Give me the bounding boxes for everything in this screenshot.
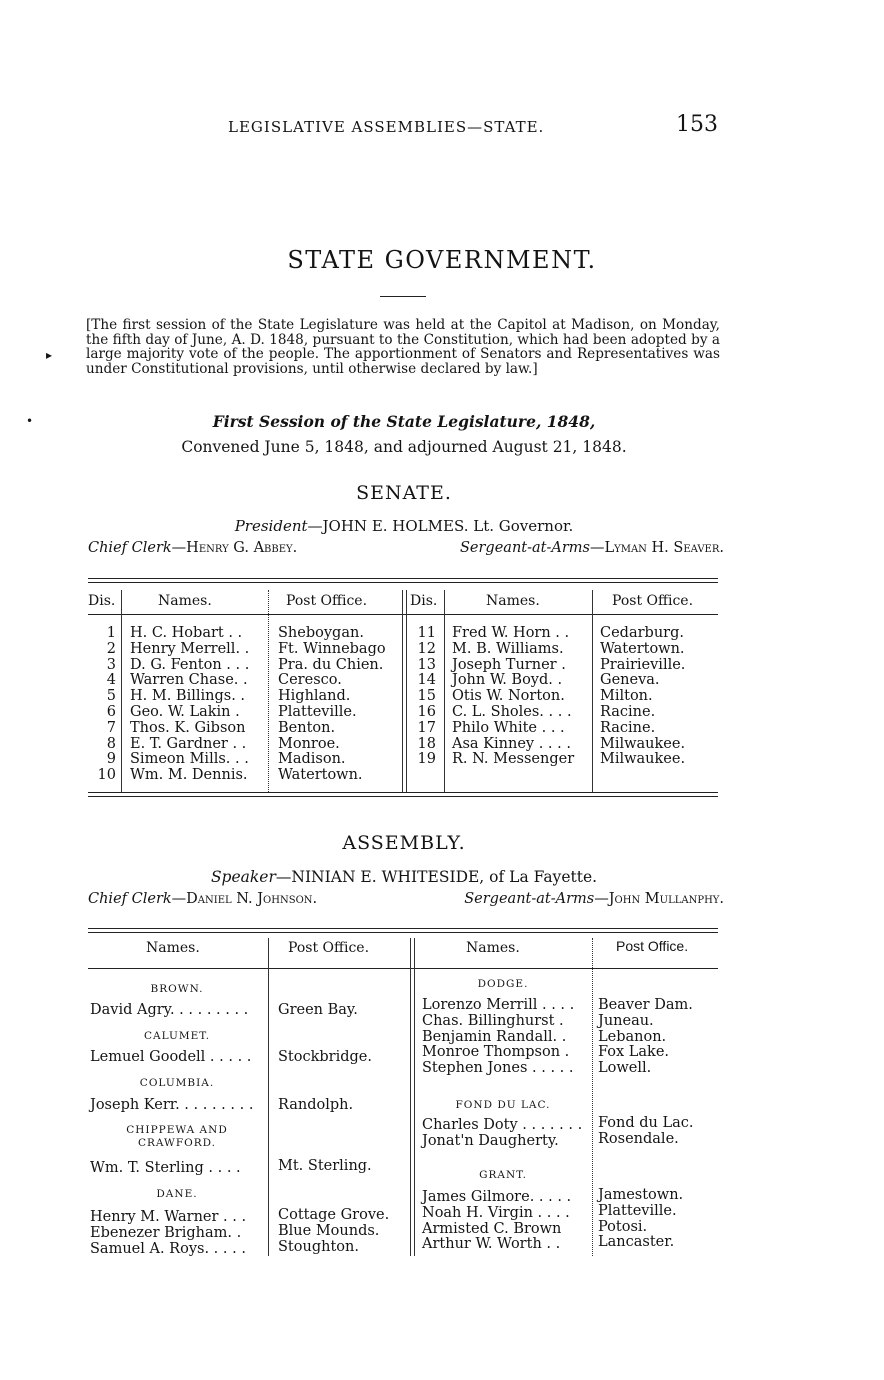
senate-table-top-rule: [88, 578, 718, 583]
senate-dis: 4: [106, 672, 116, 689]
senator-post-office: Prairieville.: [600, 656, 686, 673]
assembly-member-post-office: Blue Mounds.: [278, 1222, 380, 1239]
assembly-speaker-line: Speaker—NINIAN E. WHITESIDE, of La Fayette.: [210, 868, 598, 886]
assembly-clerk: Chief Clerk—Daniel N. Johnson.: [88, 891, 318, 907]
senate-left-po-col: [278, 626, 386, 784]
senate-dis: 5: [106, 688, 116, 705]
senate-header-rule: [88, 614, 718, 615]
senate-dis: 15: [417, 688, 436, 705]
assembly-vline: [410, 938, 411, 1256]
senate-vline: [592, 590, 593, 792]
chief-clerk-name: Daniel N. Johnson.: [186, 891, 318, 907]
assembly-member-post-office: Lowell.: [598, 1060, 652, 1077]
senate-officers-line: [88, 540, 724, 556]
sergeant-label: Sergeant-at-Arms: [459, 540, 590, 556]
col-header-post-office-2: Post Office.: [612, 593, 694, 609]
senator-post-office: Madison.: [278, 751, 346, 768]
sergeant-name: John Mullanphy.: [608, 891, 724, 907]
margin-mark: ▸: [46, 348, 53, 362]
senate-dis: 12: [417, 640, 436, 657]
assembly-member-name: Chas. Billinghurst .: [422, 1012, 564, 1029]
col-header-names: Names.: [146, 940, 200, 956]
senator-post-office: Watertown.: [278, 767, 363, 784]
senate-dis: 9: [106, 751, 116, 768]
senate-right-names-col: [452, 626, 574, 768]
president-label: President: [234, 517, 308, 535]
senator-name: D. G. Fenton . . .: [130, 656, 250, 673]
senator-post-office: Sheboygan.: [278, 625, 364, 641]
assembly-member-post-office: Green Bay.: [278, 1002, 358, 1018]
assembly-member-name: Wm. T. Sterling . . . .: [90, 1160, 241, 1176]
senate-dis: 16: [417, 703, 436, 720]
senator-post-office: Benton.: [278, 719, 336, 736]
senator-post-office: Ft. Winnebago: [278, 640, 386, 657]
col-header-post-office: Post Office.: [288, 940, 370, 956]
assembly-member-post-office: Rosendale.: [598, 1130, 679, 1147]
session-dates: Convened June 5, 1848, and adjourned August 21, 1848.: [181, 438, 627, 456]
assembly-member-name: Benjamin Randall. .: [422, 1028, 567, 1045]
senator-post-office: Milwaukee.: [600, 735, 686, 752]
chief-clerk-label: Chief Clerk: [88, 891, 172, 907]
assembly-sergeant: Sergeant-at-Arms—John Mullanphy.: [464, 891, 724, 907]
senator-post-office: Milwaukee.: [600, 751, 686, 768]
senator-name: Otis W. Norton.: [452, 688, 565, 705]
assembly-member-name: Lorenzo Merrill . . . .: [422, 997, 575, 1013]
speaker-label: Speaker: [210, 868, 276, 886]
col-header-dis: Dis.: [88, 593, 116, 609]
col-header-names: Names.: [158, 593, 212, 609]
senator-post-office: Ceresco.: [278, 672, 342, 689]
assembly-member-name: Jonat'n Daugherty.: [422, 1132, 559, 1149]
running-title: LEGISLATIVE ASSEMBLIES—STATE.: [228, 118, 545, 136]
speaker-name: NINIAN E. WHITESIDE, of La Fayette.: [291, 868, 598, 886]
county-label-calumet: CALUMET.: [143, 1030, 211, 1042]
senator-post-office: Racine.: [600, 719, 656, 736]
senator-name: Philo White . . .: [452, 719, 565, 736]
assembly-grant-post-offices: [598, 1188, 683, 1251]
assembly-header-rule: [88, 968, 718, 969]
county-label-columbia: COLUMBIA.: [139, 1077, 215, 1089]
senate-right-dis-col: [410, 626, 436, 768]
county-label-line: CRAWFORD.: [137, 1137, 217, 1149]
assembly-member-post-office: Lebanon.: [598, 1028, 667, 1045]
county-label-dane: DANE.: [156, 1188, 198, 1200]
session-title: First Session of the State Legislature, 1848,: [212, 412, 596, 431]
senate-dis: 6: [106, 703, 116, 720]
assembly-fond-names: [422, 1118, 582, 1150]
senator-name: Simeon Mills. . .: [130, 751, 249, 768]
senator-name: Joseph Turner .: [452, 656, 566, 673]
senate-sergeant: Sergeant-at-Arms—Lyman H. Seaver.: [459, 540, 724, 556]
assembly-member-name: Stephen Jones . . . . .: [422, 1060, 574, 1077]
senator-name: Geo. W. Lakin .: [130, 703, 240, 720]
senator-post-office: Milton.: [600, 688, 653, 705]
senate-dis: 8: [106, 735, 116, 752]
senator-name: Asa Kinney . . . .: [452, 735, 571, 752]
senate-dis: 19: [417, 751, 436, 768]
senate-dis: 17: [417, 719, 436, 736]
assembly-member-name: Monroe Thompson .: [422, 1044, 570, 1061]
county-label-fond-du-lac: FOND DU LAC.: [455, 1099, 551, 1111]
assembly-member-name: Joseph Kerr. . . . . . . . .: [90, 1097, 254, 1113]
assembly-member-name: Armisted C. Brown: [422, 1220, 562, 1237]
county-label-line: CHIPPEWA AND: [126, 1124, 228, 1136]
senate-left-names-col: [130, 626, 249, 784]
assembly-table-top-rule: [88, 928, 718, 933]
assembly-member-post-office: Jamestown.: [598, 1187, 684, 1203]
president-name: JOHN E. HOLMES. Lt. Governor.: [322, 517, 574, 535]
senate-dis: 18: [417, 735, 436, 752]
senate-vline: [444, 590, 445, 792]
senate-dis: 11: [417, 625, 436, 641]
assembly-member-post-office: Fox Lake.: [598, 1044, 670, 1061]
senator-post-office: Watertown.: [600, 640, 685, 657]
senator-name: R. N. Messenger: [452, 751, 575, 768]
senate-vline: [121, 590, 122, 792]
assembly-member-name: Samuel A. Roys. . . . .: [90, 1240, 246, 1257]
assembly-heading: ASSEMBLY.: [342, 832, 466, 854]
senate-dis: 1: [106, 625, 116, 641]
senator-name: Warren Chase. .: [130, 672, 248, 689]
senator-name: Fred W. Horn . .: [452, 625, 570, 641]
assembly-dane-names: [90, 1210, 246, 1257]
county-label-brown: BROWN.: [150, 983, 204, 995]
senator-post-office: Geneva.: [600, 672, 660, 689]
assembly-member-name: Henry M. Warner . . .: [90, 1209, 247, 1225]
assembly-vline: [592, 938, 593, 1256]
assembly-member-name: Lemuel Goodell . . . . .: [90, 1049, 252, 1065]
senator-name: E. T. Gardner . .: [130, 735, 247, 752]
senate-vline: [402, 590, 403, 792]
col-header-names-2: Names.: [466, 940, 520, 956]
senator-post-office: Highland.: [278, 688, 351, 705]
assembly-member-name: Ebenezer Brigham. .: [90, 1224, 242, 1241]
chief-clerk-name: Henry G. Abbey.: [186, 540, 298, 556]
senate-left-dis-col: [90, 626, 116, 784]
senate-dis: 14: [417, 672, 436, 689]
senate-dis: 3: [106, 656, 116, 673]
assembly-vline: [414, 938, 415, 1256]
senate-heading: SENATE.: [356, 482, 452, 504]
assembly-member-post-office: Lancaster.: [598, 1234, 675, 1251]
assembly-member-post-office: Platteville.: [598, 1202, 677, 1219]
assembly-member-post-office: Juneau.: [598, 1012, 654, 1029]
senator-name: John W. Boyd. .: [452, 672, 563, 689]
assembly-grant-names: [422, 1190, 571, 1253]
senate-dis: 10: [97, 767, 116, 784]
sergeant-name: Lyman H. Seaver.: [604, 540, 724, 556]
senate-vline: [406, 590, 407, 792]
senate-table-bottom-rule: [88, 792, 718, 797]
senator-name: H. C. Hobart . .: [130, 625, 243, 641]
senator-post-office: Monroe.: [278, 735, 340, 752]
senate-clerk: Chief Clerk—Henry G. Abbey.: [88, 540, 298, 556]
page-title: STATE GOVERNMENT.: [287, 246, 597, 274]
assembly-member-name: Noah H. Virgin . . . .: [422, 1204, 570, 1221]
senator-post-office: Pra. du Chien.: [278, 656, 384, 673]
assembly-dane-post-offices: [278, 1208, 389, 1255]
assembly-member-post-office: Beaver Dam.: [598, 997, 693, 1013]
county-label-chippewa: [90, 1124, 264, 1150]
assembly-member-post-office: Mt. Sterling.: [278, 1158, 372, 1174]
senator-name: Wm. M. Dennis.: [130, 767, 248, 784]
assembly-member-post-office: Fond du Lac.: [598, 1115, 694, 1131]
senate-dis: 2: [106, 640, 116, 657]
senator-post-office: Cedarburg.: [600, 625, 684, 641]
assembly-member-post-office: Randolph.: [278, 1097, 354, 1113]
assembly-member-post-office: Cottage Grove.: [278, 1207, 390, 1223]
margin-dot: •: [26, 414, 34, 428]
assembly-member-name: Charles Doty . . . . . . .: [422, 1117, 583, 1133]
assembly-member-name: Arthur W. Worth . .: [422, 1236, 561, 1253]
senator-name: C. L. Sholes. . . .: [452, 703, 572, 720]
chief-clerk-label: Chief Clerk: [88, 540, 172, 556]
senate-right-po-col: [600, 626, 685, 768]
col-header-post-office: Post Office.: [286, 593, 368, 609]
assembly-vline: [268, 938, 269, 1256]
assembly-member-post-office: Stoughton.: [278, 1238, 359, 1255]
senator-name: M. B. Williams.: [452, 640, 564, 657]
senate-dis: 7: [106, 719, 116, 736]
senator-name: Henry Merrell. .: [130, 640, 250, 657]
assembly-officers-line: [88, 891, 724, 907]
intro-paragraph: [The first session of the State Legislature was held at the Capitol at Madison, on Monday, the fifth day of June, A. D. 1848, pursuant to the Constitution, which had been adopted by a large majority vote of the people. The apportionment of Senators and Representatives was under Constitutional provisions, until otherwise declared by law.]: [86, 317, 720, 377]
col-header-dis-2: Dis.: [410, 593, 438, 609]
senate-president-line: President—JOHN E. HOLMES. Lt. Governor.: [234, 517, 574, 535]
assembly-member-post-office: Stockbridge.: [278, 1049, 373, 1065]
assembly-dodge-names: [422, 998, 574, 1077]
assembly-fond-post-offices: [598, 1116, 693, 1148]
senator-name: Thos. K. Gibson: [130, 719, 246, 736]
sergeant-label: Sergeant-at-Arms: [464, 891, 595, 907]
senator-name: H. M. Billings. .: [130, 688, 246, 705]
title-rule: [380, 296, 426, 297]
col-header-names-2: Names.: [486, 593, 540, 609]
senator-post-office: Racine.: [600, 703, 656, 720]
assembly-member-name: David Agry. . . . . . . . .: [90, 1002, 249, 1018]
page-number: 153: [676, 112, 718, 137]
senate-vline: [268, 590, 269, 792]
assembly-member-post-office: Potosi.: [598, 1218, 648, 1235]
county-label-dodge: DODGE.: [477, 978, 529, 990]
senator-post-office: Platteville.: [278, 703, 357, 720]
assembly-dodge-post-offices: [598, 998, 693, 1077]
assembly-member-name: James Gilmore. . . . .: [422, 1189, 572, 1205]
col-header-post-office-2: Post Office.: [616, 938, 689, 954]
county-label-grant: GRANT.: [479, 1169, 527, 1181]
senate-dis: 13: [417, 656, 436, 673]
